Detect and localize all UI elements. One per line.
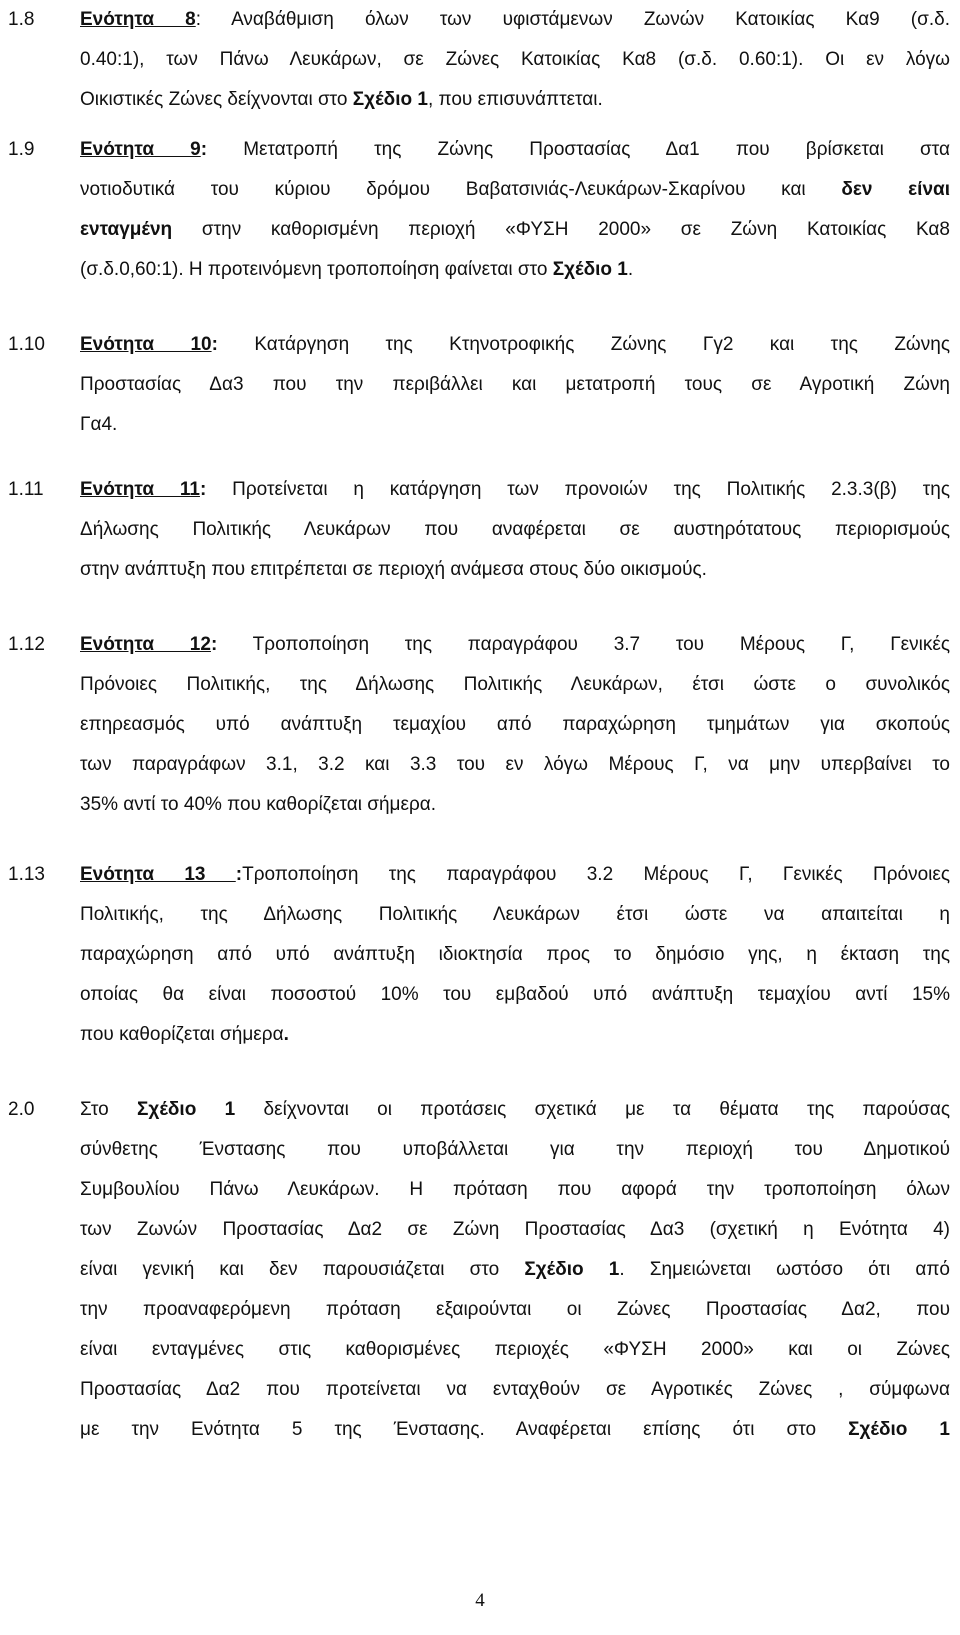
text-run: : [211, 334, 218, 355]
text-run: : [200, 139, 208, 160]
text-line [80, 625, 950, 665]
text-run: Στο [80, 1099, 137, 1120]
text-run: (σ.δ.0,60:1). Η προτεινόμενη τροποποίηση φαίνεται στο [80, 259, 553, 280]
text-line [80, 895, 950, 935]
section-text [80, 855, 950, 1055]
section-number: 1.13 [8, 864, 45, 885]
text-line [80, 1015, 950, 1055]
text-line [80, 40, 950, 80]
text-run: που καθορίζεται σήμερα [80, 1024, 284, 1045]
text-line [80, 510, 950, 550]
text-line [80, 1090, 950, 1130]
text-run: : [235, 864, 243, 885]
text-line [80, 1410, 950, 1450]
section-number: 1.10 [8, 334, 45, 355]
text-line [80, 1370, 950, 1410]
page-number: 4 [475, 1590, 485, 1611]
text-run: παραχώρηση από υπό ανάπτυξη ιδιοκτησία προς το δημόσιο γης, η έκταση της [80, 944, 950, 965]
text-run: Τροποποίηση της παραγράφου 3.7 του Μέρους Γ, Γενικές [217, 634, 950, 655]
text-run: Προστασίας Δα3 που την περιβάλλει και μετατροπή τους σε Αγροτική Ζώνη [80, 374, 950, 395]
text-run: δεν είναι [841, 179, 950, 200]
text-run: ενταγμένη [80, 219, 173, 240]
text-line [80, 705, 950, 745]
text-line [80, 935, 950, 975]
section-text [80, 625, 950, 825]
text-run: στην καθορισμένη περιοχή «ΦΥΣΗ 2000» σε Ζώνη Κατοικίας Κα8 [172, 219, 950, 240]
text-run: οποίας θα είναι ποσοστού 10% του εμβαδού υπό ανάπτυξη τεμαχίου αντί 15% [80, 984, 950, 1005]
text-line [80, 325, 950, 365]
text-line [80, 1210, 950, 1250]
text-run: των Ζωνών Προστασίας Δα2 σε Ζώνη Προστασίας Δα3 (σχετική η Ενότητα 4) [80, 1219, 950, 1240]
section-heading: Ενότητα 10 [80, 334, 212, 355]
text-line [80, 250, 950, 290]
text-run: νοτιοδυτικά του κύριου δρόμου Βαβατσινιάς-Λευκάρων-Σκαρίνου και [80, 179, 842, 200]
section-text [80, 130, 950, 290]
text-run: . Σημειώνεται ωστόσο ότι από [619, 1259, 950, 1280]
text-line [80, 1250, 950, 1290]
text-run: Σχέδιο 1 [552, 259, 628, 280]
text-run: Προστασίας Δα2 που προτείνεται να ενταχθούν σε Αγροτικές Ζώνες , σύμφωνα [80, 1379, 950, 1400]
text-line [80, 1130, 950, 1170]
text-line [80, 130, 950, 170]
text-run: Συμβουλίου Πάνω Λευκάρων. Η πρόταση που αφορά την τροποποίηση όλων [80, 1179, 950, 1200]
section-heading: Ενότητα 9 [80, 139, 201, 160]
text-run: Μετατροπή της Ζώνης Προστασίας Δα1 που βρίσκεται στα [207, 139, 950, 160]
text-run: δείχνονται οι προτάσεις σχετικά με τα θέματα της παρούσας [235, 1099, 950, 1120]
text-run: Προτείνεται η κατάργηση των προνοιών της Πολιτικής 2.3.3(β) της [206, 479, 950, 500]
text-run: με την Ενότητα 5 της Ένστασης. Αναφέρεται επίσης ότι στο [80, 1419, 849, 1440]
text-line [80, 470, 950, 510]
text-run: σύνθετης Ένστασης που υποβάλλεται για την περιοχή του Δημοτικού [80, 1139, 950, 1160]
section-heading: Ενότητα 11 [80, 479, 200, 500]
text-run: : [210, 634, 218, 655]
section-heading: Ενότητα 12 [80, 634, 211, 655]
text-line [80, 1290, 950, 1330]
text-run: . [283, 1024, 289, 1045]
text-line [80, 785, 950, 825]
text-run: των παραγράφων 3.1, 3.2 και 3.3 του εν λόγω Μέρους Γ, να μην υπερβαίνει το [80, 754, 950, 775]
text-line [80, 745, 950, 785]
section-text [80, 0, 950, 120]
text-run: : [199, 479, 207, 500]
text-line [80, 80, 950, 120]
text-run: : Αναβάθμιση όλων των υφιστάμενων Ζωνών Κατοικίας Κα9 (σ.δ. [195, 9, 950, 30]
text-run: είναι γενική και δεν παρουσιάζεται στο [80, 1259, 525, 1280]
text-run: στην ανάπτυξη που επιτρέπεται σε περιοχή ανάμεσα στους δύο οικισμούς. [80, 559, 707, 580]
text-run: Οικιστικές Ζώνες δείχνονται στο [80, 89, 353, 110]
text-line [80, 405, 950, 445]
text-line [80, 365, 950, 405]
text-line [80, 550, 950, 590]
text-line [80, 0, 950, 40]
section-number: 1.9 [8, 139, 35, 160]
text-line [80, 855, 950, 895]
text-line [80, 210, 950, 250]
section-number: 1.11 [8, 479, 44, 500]
text-run: Πολιτικής, της Δήλωσης Πολιτικής Λευκάρων έτσι ώστε να απαιτείται η [80, 904, 950, 925]
text-run: είναι ενταγμένες στις καθορισμένες περιοχές «ΦΥΣΗ 2000» και οι Ζώνες [80, 1339, 950, 1360]
text-run: , που επισυνάπτεται. [427, 89, 603, 110]
section-number: 1.8 [8, 9, 35, 30]
text-run: 35% αντί το 40% που καθορίζεται σήμερα. [80, 794, 437, 815]
section-text [80, 470, 950, 590]
text-line [80, 975, 950, 1015]
text-run: Κατάργηση της Κτηνοτροφικής Ζώνης Γγ2 και της Ζώνης [217, 334, 950, 355]
text-run: Σχέδιο 1 [524, 1259, 620, 1280]
section-text [80, 1090, 950, 1450]
text-run: Σχέδιο 1 [136, 1099, 236, 1120]
text-run: 0.40:1), των Πάνω Λευκάρων, σε Ζώνες Κατοικίας Κα8 (σ.δ. 0.60:1). Οι εν λόγω [80, 49, 950, 70]
text-run: Γα4. [80, 414, 118, 435]
text-run: Σχέδιο 1 [848, 1419, 950, 1440]
text-line [80, 170, 950, 210]
text-run: Σχέδιο 1 [352, 89, 428, 110]
section-text [80, 325, 950, 445]
section-number: 1.12 [8, 634, 45, 655]
text-line [80, 665, 950, 705]
text-run: . [627, 259, 634, 280]
text-run: Πρόνοιες Πολιτικής, της Δήλωσης Πολιτικής Λευκάρων, έτσι ώστε ο συνολικός [80, 674, 950, 695]
text-line [80, 1330, 950, 1370]
section-number: 2.0 [8, 1099, 35, 1120]
text-run: Τροποποίηση της παραγράφου 3.2 Μέρους Γ, Γενικές Πρόνοιες [242, 864, 950, 885]
section-heading: Ενότητα 13 [80, 864, 236, 885]
text-run: επηρεασμός υπό ανάπτυξη τεμαχίου από παραχώρηση τμημάτων για σκοπούς [80, 714, 950, 735]
text-line [80, 1170, 950, 1210]
text-run: την προαναφερόμενη πρόταση εξαιρούνται οι Ζώνες Προστασίας Δα2, που [80, 1299, 950, 1320]
section-heading: Ενότητα 8 [80, 9, 196, 30]
text-run: Δήλωσης Πολιτικής Λευκάρων που αναφέρεται σε αυστηρότατους περιορισμούς [80, 519, 950, 540]
